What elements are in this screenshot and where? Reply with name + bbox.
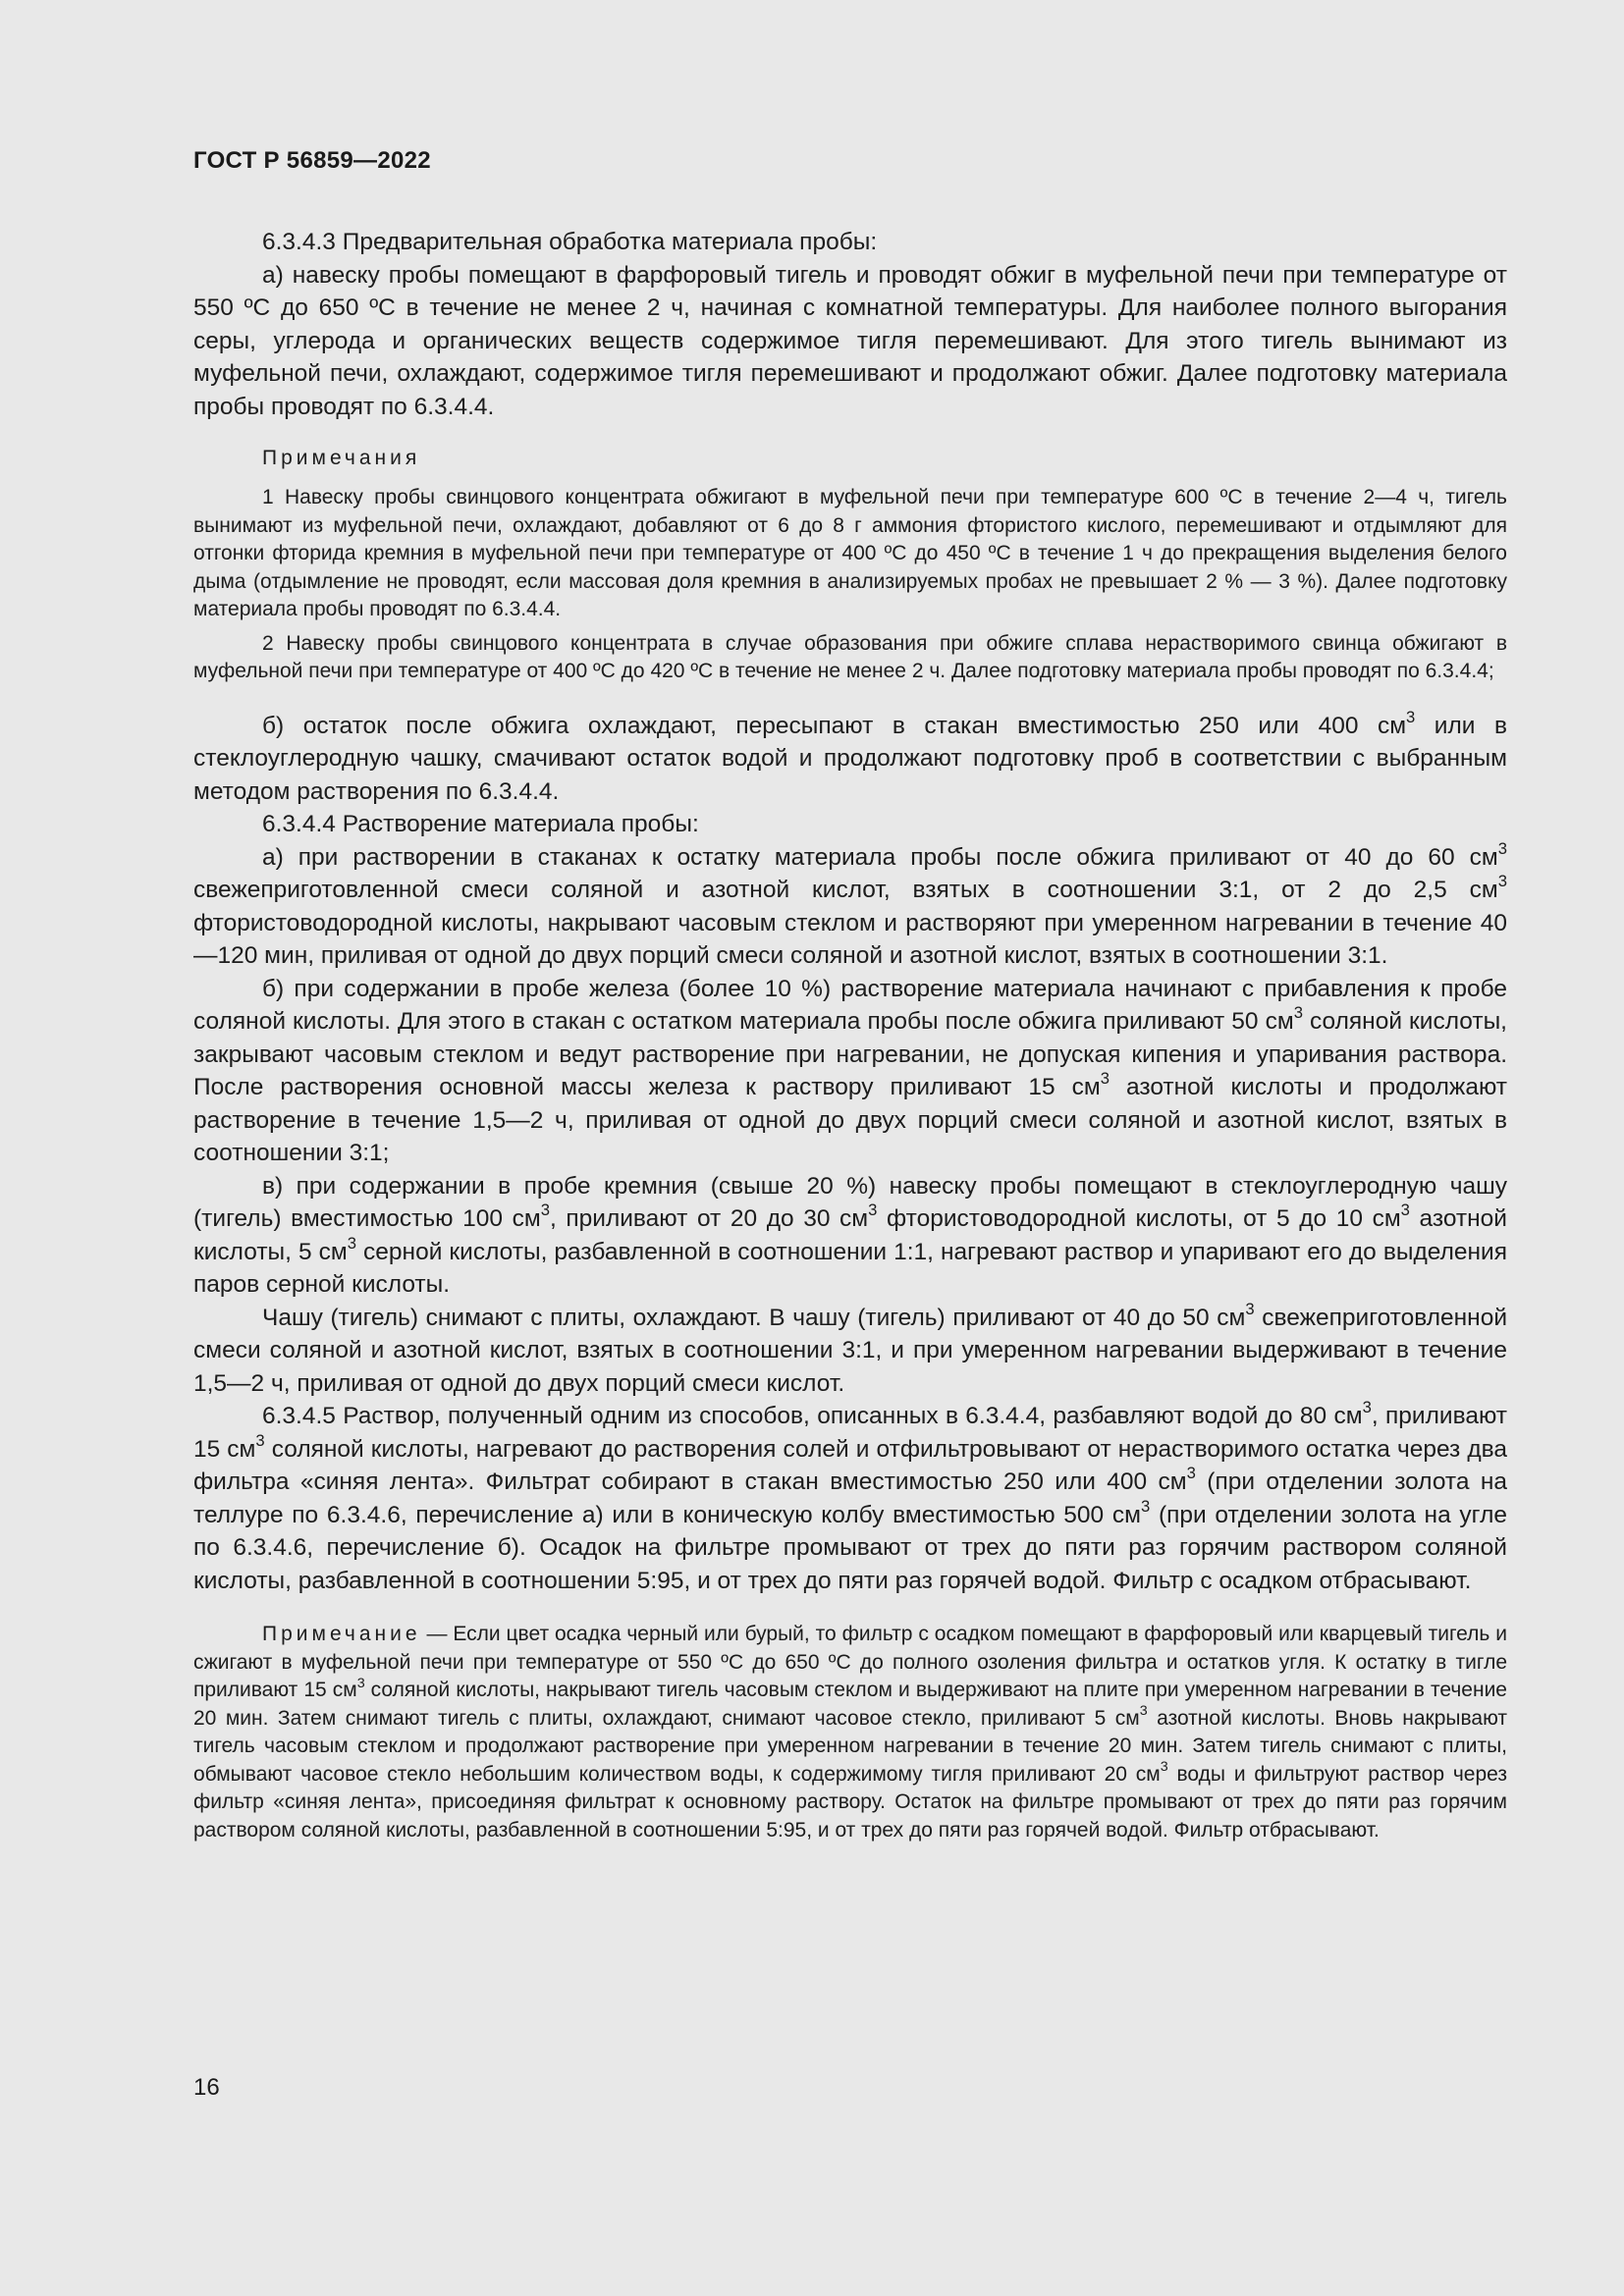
section-heading-6-3-4-3: 6.3.4.3 Предварительная обработка материала пробы: [262,229,878,255]
document-body [193,226,1507,1844]
paragraph-dissolution-b: б) при содержании в пробе железа (более 10 %) растворение материала начинают с прибавления к пробе соляной кислоты. Для этого в стакан с остатком материала пробы после обжига приливают 50 $см^3$ соляной кислоты, закрывают часовым стеклом и ведут растворение при нагревании, не допуская кипения и упаривания раствора. После растворения основной массы железа к раствору приливают 15 $см^3$ азотной кислоты и продолжают растворение в течение 1,5—2 ч, приливая от одной до двух порций смеси соляной и азотной кислот, взятых в соотношении 3:1; [193,975,1507,1166]
section-6-3-4-5: 6.3.4.5 Раствор, полученный одним из способов, описанных в 6.3.4.4, разбавляют водой до 80 $см^3$, приливают 15 $см^3$ соляной кислоты, нагревают до растворения солей и отфильтровывают от нерастворимого остатка через два фильтра «синяя лента». Фильтрат собирают в стакан вместимостью 250 или 400 $см^3$ (при отделении золота на теллуре по 6.3.4.6, перечисление а) или в коническую колбу вместимостью 500 $см^3$ (при отделении золота на угле по 6.3.4.6, перечисление б). Осадок на фильтре промывают от трех до пяти раз горячим раствором соляной кислоты, разбавленной в соотношении 5:95, и от трех до пяти раз горячей водой. Фильтр с осадком отбрасывают. [193,1398,1508,1594]
note-1: 1 Навеску пробы свинцового концентрата обжигают в муфельной печи при температуре 600 ºС в течение 2—4 ч, тигель вынимают из муфельной печи, охлаждают, добавляют от 6 до 8 г аммония фтористого кислого, перемешивают и отдымляют для отгонки фторида кремния в муфельной печи при температуре от 400 ºС до 450 ºС в течение 1 ч до прекращения выделения белого дыма (отдымление не проводят, если массовая доля кремния в анализируемых пробах не превышает 2 % — 3 %). Далее подготовку материала пробы проводят по 6.3.4.4. [193,486,1507,620]
paragraph-dissolution-a: а) при растворении в стаканах к остатку материала пробы после обжига приливают от 40 до 60 $см^3$ свежеприготовленной смеси соляной и азотной кислот, взятых в соотношении 3:1, от 2 до 2,5 $см^3$ фтористоводородной кислоты, накрывают часовым стеклом и растворяют при умеренном нагревании в течение 40—120 мин, приливая от одной до двух порций смеси соляной и азотной кислот, взятых в соотношении 3:1. [193,838,1507,969]
note-2: 2 Навеску пробы свинцового концентрата в случае образования при обжиге сплава нерастворимого свинца обжигают в муфельной печи при температуре от 400 ºС до 420 ºС в течение не менее 2 ч. Далее подготовку материала пробы проводят по 6.3.4.4; [193,631,1507,682]
paragraph-dissolution-v: в) при содержании в пробе кремния (свыше 20 %) навеску пробы помещают в стеклоуглеродную чашу (тигель) вместимостью 100 $см^3$, приливают от 20 до 30 $см^3$ фтористоводородной кислоты, от 5 до 10 $см^3$ азотной кислоты, 5 $см^3$ серной кислоты, разбавленной в соотношении 1:1, нагревают раствор и упаривают его до выделения паров серной кислоты. [193,1172,1507,1298]
page-number: 16 [193,2074,220,2101]
paragraph-item-b: б) остаток после обжига охлаждают, пересыпают в стакан вместимостью 250 или 400 $см^3$ или в стеклоуглеродную чашку, смачивают остаток водой и продолжают подготовку проб в соответствии с выбранным методом растворения по 6.3.4.4. [193,707,1507,805]
notes-title: Примечания [262,447,421,469]
document-code-header: ГОСТ Р 56859—2022 [193,147,431,174]
note-3: Примечание — Если цвет осадка черный или бурый, то фильтр с осадком помещают в фарфоровый или кварцевый тигель и сжигают в муфельной печи при температуре от 550 ºС до 650 ºС до полного озоления фильтра и остатков угля. К остатку в тигле приливают 15 $см^3$ соляной кислоты, накрывают тигель часовым стеклом и выдерживают на плите при умеренном нагревании в течение 20 мин. Затем снимают тигель с плиты, охлаждают, снимают часовое стекло, приливают 5 $см^3$ азотной кислоты. Вновь накрывают тигель часовым стеклом и продолжают растворение при умеренном нагревании в течение 20 мин. Затем тигель снимают с плиты, обмывают часовое стекло небольшим количеством воды, к содержимому тигля приливают 20 $см^3$ воды и фильтруют раствор через фильтр «синяя лента», присоединяя фильтрат к основному раствору. Остаток на фильтре промывают от трех до пяти раз горячим раствором соляной кислоты, разбавленной в соотношении 5:95, и от трех до пяти раз горячей водой. Фильтр отбрасывают. [193,1623,1507,1842]
paragraph-crucible: Чашу (тигель) снимают с плиты, охлаждают. В чашу (тигель) приливают от 40 до 50 $см^3$ свежеприготовленной смеси соляной и азотной кислот, взятых в соотношении 3:1, и при умеренном нагревании выдерживают в течение 1,5—2 ч, приливая от одной до двух порций смеси кислот. [193,1299,1508,1397]
section-heading-6-3-4-4: 6.3.4.4 Растворение материала пробы: [262,811,699,837]
note-label: Примечание [262,1623,421,1645]
paragraph-item-a: а) навеску пробы помещают в фарфоровый тигель и проводят обжиг в муфельной печи при температуре от 550 ºС до 650 ºС в течение не менее 2 ч, начиная с комнатной температуры. Для наиболее полного выгорания серы, углерода и органических веществ содержимое тигля перемешивают. Для этого тигель вынимают из муфельной печи, охлаждают, содержимое тигля перемешивают и продолжают обжиг. Далее подготовку материала пробы проводят по 6.3.4.4. [193,261,1507,420]
